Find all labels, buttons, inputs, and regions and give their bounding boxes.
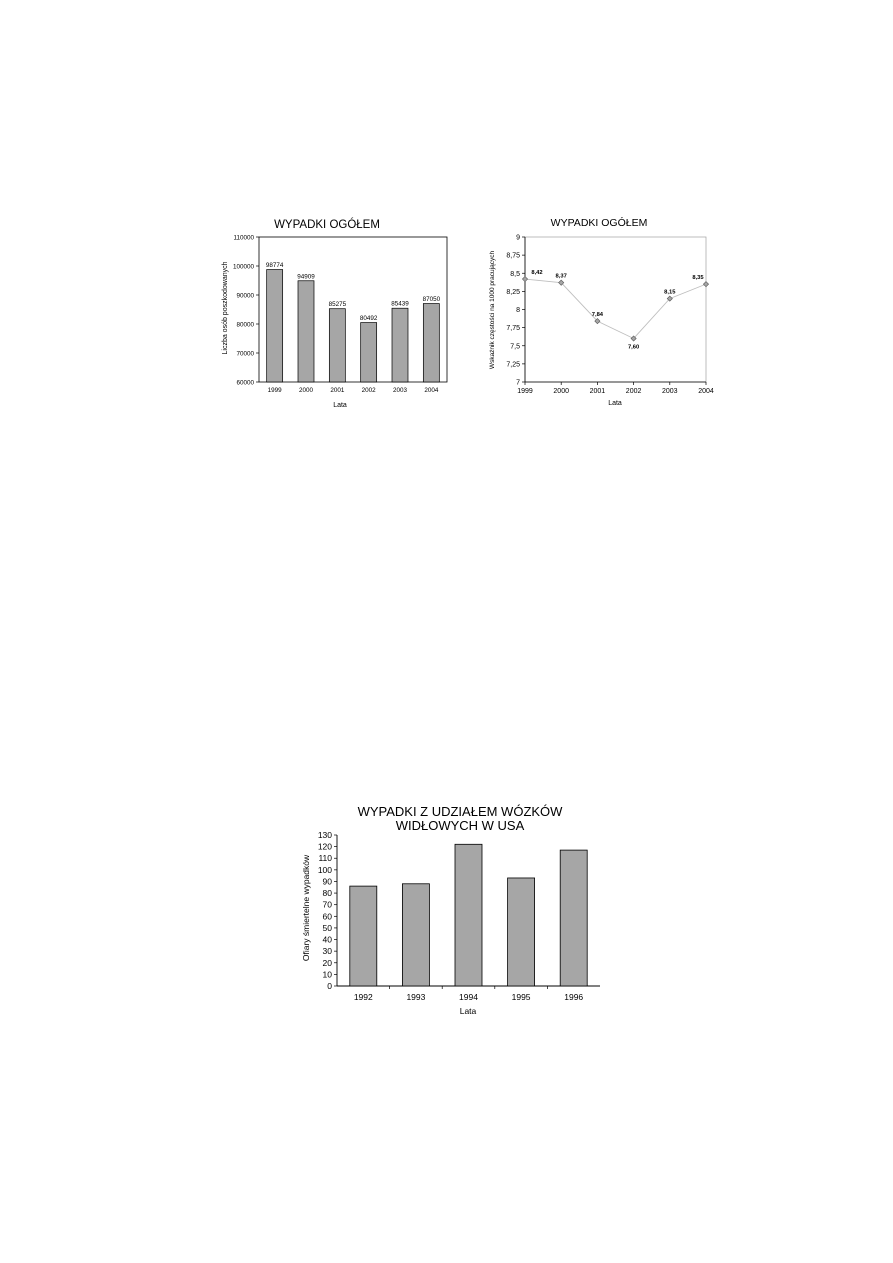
y-tick-label: 7,75 [506, 325, 520, 333]
y-tick-label: 40 [322, 934, 332, 945]
chart-title: WYPADKI OGÓŁEM [550, 217, 648, 229]
bar [402, 884, 429, 986]
bar [350, 886, 377, 986]
data-label: 7,60 [627, 344, 640, 351]
y-tick-label: 90000 [236, 292, 254, 300]
y-tick-label: 8,75 [506, 252, 520, 260]
data-label: 8,37 [555, 273, 567, 280]
y-tick-label: 10 [322, 969, 332, 980]
y-tick-label: 8,5 [510, 270, 520, 278]
y-axis-label: Ofiary śmiertelne wypadków [301, 854, 311, 962]
y-tick-label: 50 [322, 922, 332, 933]
data-label: 80492 [359, 315, 378, 323]
data-label: 85275 [328, 301, 347, 309]
x-tick-label: 2002 [625, 388, 642, 395]
x-tick-label: 2000 [298, 387, 314, 394]
chart-title-line-1: WYPADKI Z UDZIAŁEM WÓZKÓW [357, 804, 563, 819]
data-label: 8,15 [664, 289, 676, 296]
data-label: 8,42 [531, 270, 543, 277]
y-tick-label: 70000 [236, 350, 254, 358]
y-tick-label: 8 [516, 307, 520, 314]
x-tick-label: 1992 [353, 992, 373, 1002]
data-label: 94909 [297, 273, 315, 281]
chart-title: WYPADKI OGÓŁEM [274, 219, 380, 231]
x-tick-label: 1999 [267, 387, 282, 394]
x-tick-label: 2001 [589, 388, 606, 395]
y-tick-label: 130 [317, 830, 332, 840]
bar [508, 878, 535, 986]
y-tick-label: 7,25 [506, 361, 520, 369]
y-tick-label: 80 [322, 888, 332, 899]
x-axis-label: Lata [333, 402, 347, 409]
x-tick-label: 2001 [330, 387, 345, 394]
x-tick-label: 2003 [392, 387, 408, 394]
x-tick-label: 2004 [424, 387, 439, 394]
y-axis-label: Liczba osób poszkodowanych [222, 261, 229, 355]
data-label: 85439 [391, 300, 409, 308]
data-label: 8,35 [692, 275, 704, 282]
x-tick-label: 1999 [517, 388, 533, 395]
y-tick-label: 7 [516, 379, 520, 387]
y-tick-label: 80000 [236, 321, 254, 329]
x-tick-label: 2002 [361, 387, 376, 394]
chart-title-line-2: WIDŁOWYCH W USA [395, 818, 525, 833]
x-tick-label: 2000 [553, 388, 569, 395]
y-tick-label: 0 [327, 981, 332, 991]
y-tick-label: 8,25 [506, 288, 520, 296]
y-tick-label: 20 [322, 957, 332, 968]
x-axis-label: Lata [608, 400, 622, 407]
y-axis-label: Wskaźnik częstości na 1000 pracujących [489, 250, 496, 370]
y-tick-label: 120 [317, 841, 332, 852]
data-label: 98774 [265, 262, 284, 270]
data-label: 7,84 [591, 312, 604, 319]
y-tick-label: 7,5 [510, 343, 520, 351]
x-tick-label: 1994 [459, 992, 478, 1002]
y-tick-label: 100000 [232, 263, 254, 271]
data-label: 87050 [422, 296, 441, 304]
x-tick-label: 2004 [698, 388, 714, 395]
x-tick-label: 1996 [564, 992, 584, 1002]
y-tick-label: 90 [322, 876, 332, 887]
bar [455, 844, 482, 986]
y-tick-label: 30 [322, 946, 332, 957]
x-axis-label: Lata [459, 1006, 477, 1016]
x-tick-label: 2003 [662, 388, 678, 395]
y-tick-label: 60 [322, 911, 332, 922]
y-tick-label: 9 [516, 234, 520, 242]
y-tick-label: 110000 [233, 234, 254, 242]
y-tick-label: 70 [322, 899, 332, 910]
y-tick-label: 60000 [236, 379, 254, 387]
x-tick-label: 1995 [511, 992, 531, 1002]
bar [560, 850, 587, 986]
y-tick-label: 100 [317, 864, 332, 875]
x-tick-label: 1993 [406, 992, 426, 1002]
y-tick-label: 110 [318, 853, 332, 864]
